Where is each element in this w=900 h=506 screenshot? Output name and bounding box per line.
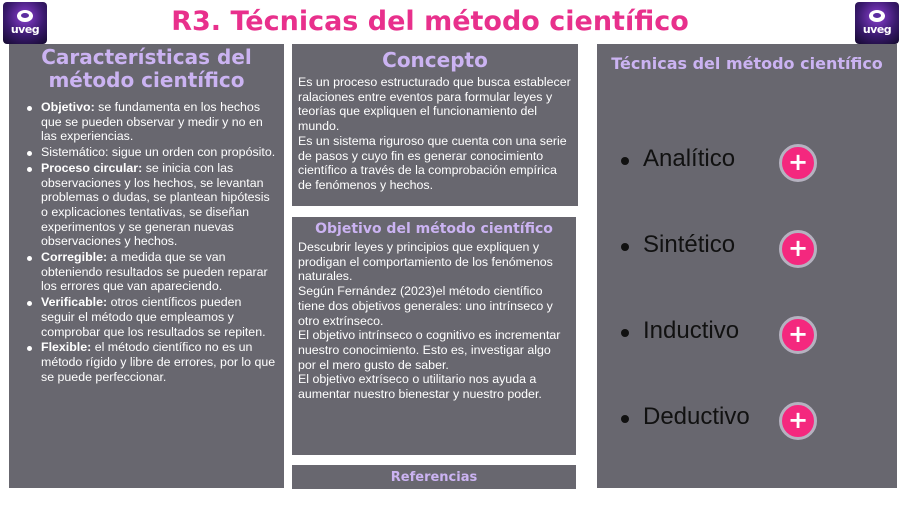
references-label: Referencias (390, 469, 478, 485)
objective-text (292, 238, 576, 402)
item-term: Verificable: (41, 295, 108, 310)
plus-icon: + (787, 148, 809, 176)
list-item (23, 250, 276, 294)
item-term: Proceso circular: (41, 160, 143, 175)
expand-deductivo-button[interactable] (779, 402, 817, 440)
expand-sintetico-button[interactable] (779, 230, 817, 268)
plus-icon: + (787, 320, 809, 348)
concept-panel (292, 44, 578, 206)
bullet-icon (621, 243, 629, 251)
technique-label: Deductivo (643, 403, 750, 430)
concept-paragraph: Es un sistema riguroso que cuenta con una serie de pasos y cuyo fin es generar conocimiento científico a través de la comprobación empírica de fenómenos y hechos. (298, 133, 567, 192)
item-text: otros científicos pueden seguir el método que empleamos y comprobar que los resultados se repiten. (41, 295, 266, 339)
concept-text (292, 72, 578, 193)
technique-item-deductivo (621, 402, 881, 488)
item-text: el método científico no es un método rígido y libre de errores, por lo que se puede perfeccionar. (41, 340, 276, 384)
list-item (23, 295, 276, 339)
characteristics-title: Características del método científico (41, 45, 252, 92)
technique-item-inductivo (621, 316, 881, 402)
references-button[interactable] (292, 465, 576, 489)
bullet-icon (621, 415, 629, 423)
technique-label: Sintético (643, 231, 736, 258)
uveg-logo-right (855, 2, 899, 44)
logo-text: uveg (862, 23, 892, 36)
characteristics-list (9, 92, 284, 384)
logo-mark-icon (869, 10, 885, 22)
objective-title: Objetivo del método científico (315, 221, 553, 237)
expand-inductivo-button[interactable] (779, 316, 817, 354)
item-text: se inicia con las observaciones y los hechos, se levantan problemas o dudas, se plantean hipótesis o explicaciones tentativas, se diseñan experimentos y se generan nuevas observaciones y hechos. (41, 160, 270, 249)
concept-title: Concepto (382, 48, 488, 72)
technique-label: Inductivo (643, 317, 740, 344)
bullet-icon (27, 106, 32, 111)
list-item (23, 145, 276, 160)
characteristics-panel (9, 44, 284, 488)
objective-paragraph: El objetivo intrínseco o cognitivo es incrementar nuestro conocimiento. Esto es, investigar algo por el mero gusto de saber. (298, 328, 561, 372)
bullet-icon (27, 301, 32, 306)
item-term: Flexible: (41, 340, 92, 355)
item-term: Corregible: (41, 250, 108, 265)
concept-paragraph: Es un proceso estructurado que busca establecer ralaciones entre eventos para formular leyes y teorías que expliquen el funcionamiento del mundo. (298, 75, 571, 134)
technique-item-analitico (621, 144, 881, 230)
bullet-icon (27, 346, 32, 351)
logo-text: uveg (10, 23, 40, 36)
list-item (23, 161, 276, 249)
objective-paragraph: El objetivo extríseco o utilitario nos ayuda a aumentar nuestro bienestar y nuestro poder. (298, 372, 542, 402)
item-text: a medida que se van obteniendo resultados se pueden reparar los errores que van apareciendo. (41, 250, 268, 294)
plus-icon: + (787, 406, 809, 434)
techniques-title: Técnicas del método científico (611, 54, 883, 73)
page-title: R3. Técnicas del método científico (171, 6, 689, 37)
technique-label: Analítico (643, 145, 736, 172)
list-item (23, 100, 276, 144)
techniques-list (621, 144, 881, 488)
techniques-panel (597, 44, 897, 488)
item-text: Sistemático: sigue un orden con propósito. (41, 145, 276, 160)
list-item (23, 340, 276, 384)
plus-icon: + (787, 234, 809, 262)
objective-panel (292, 217, 576, 455)
objective-paragraph: Descubrir leyes y principios que expliquen y prodigan el comportamiento de los fenómenos naturales. (298, 240, 553, 284)
bullet-icon (27, 256, 32, 261)
bullet-icon (27, 167, 32, 172)
objective-paragraph: Según Fernández (2023)el método científico tiene dos objetivos generales: uno intrínseco y otro extrínseco. (298, 284, 553, 328)
bullet-icon (27, 151, 32, 156)
item-text: se fundamenta en los hechos que se pueden observar y medir y no en las experiencias. (41, 100, 263, 144)
bullet-icon (621, 157, 629, 165)
bullet-icon (621, 329, 629, 337)
technique-item-sintetico (621, 230, 881, 316)
expand-analitico-button[interactable] (779, 144, 817, 182)
item-term: Objetivo: (41, 100, 95, 114)
